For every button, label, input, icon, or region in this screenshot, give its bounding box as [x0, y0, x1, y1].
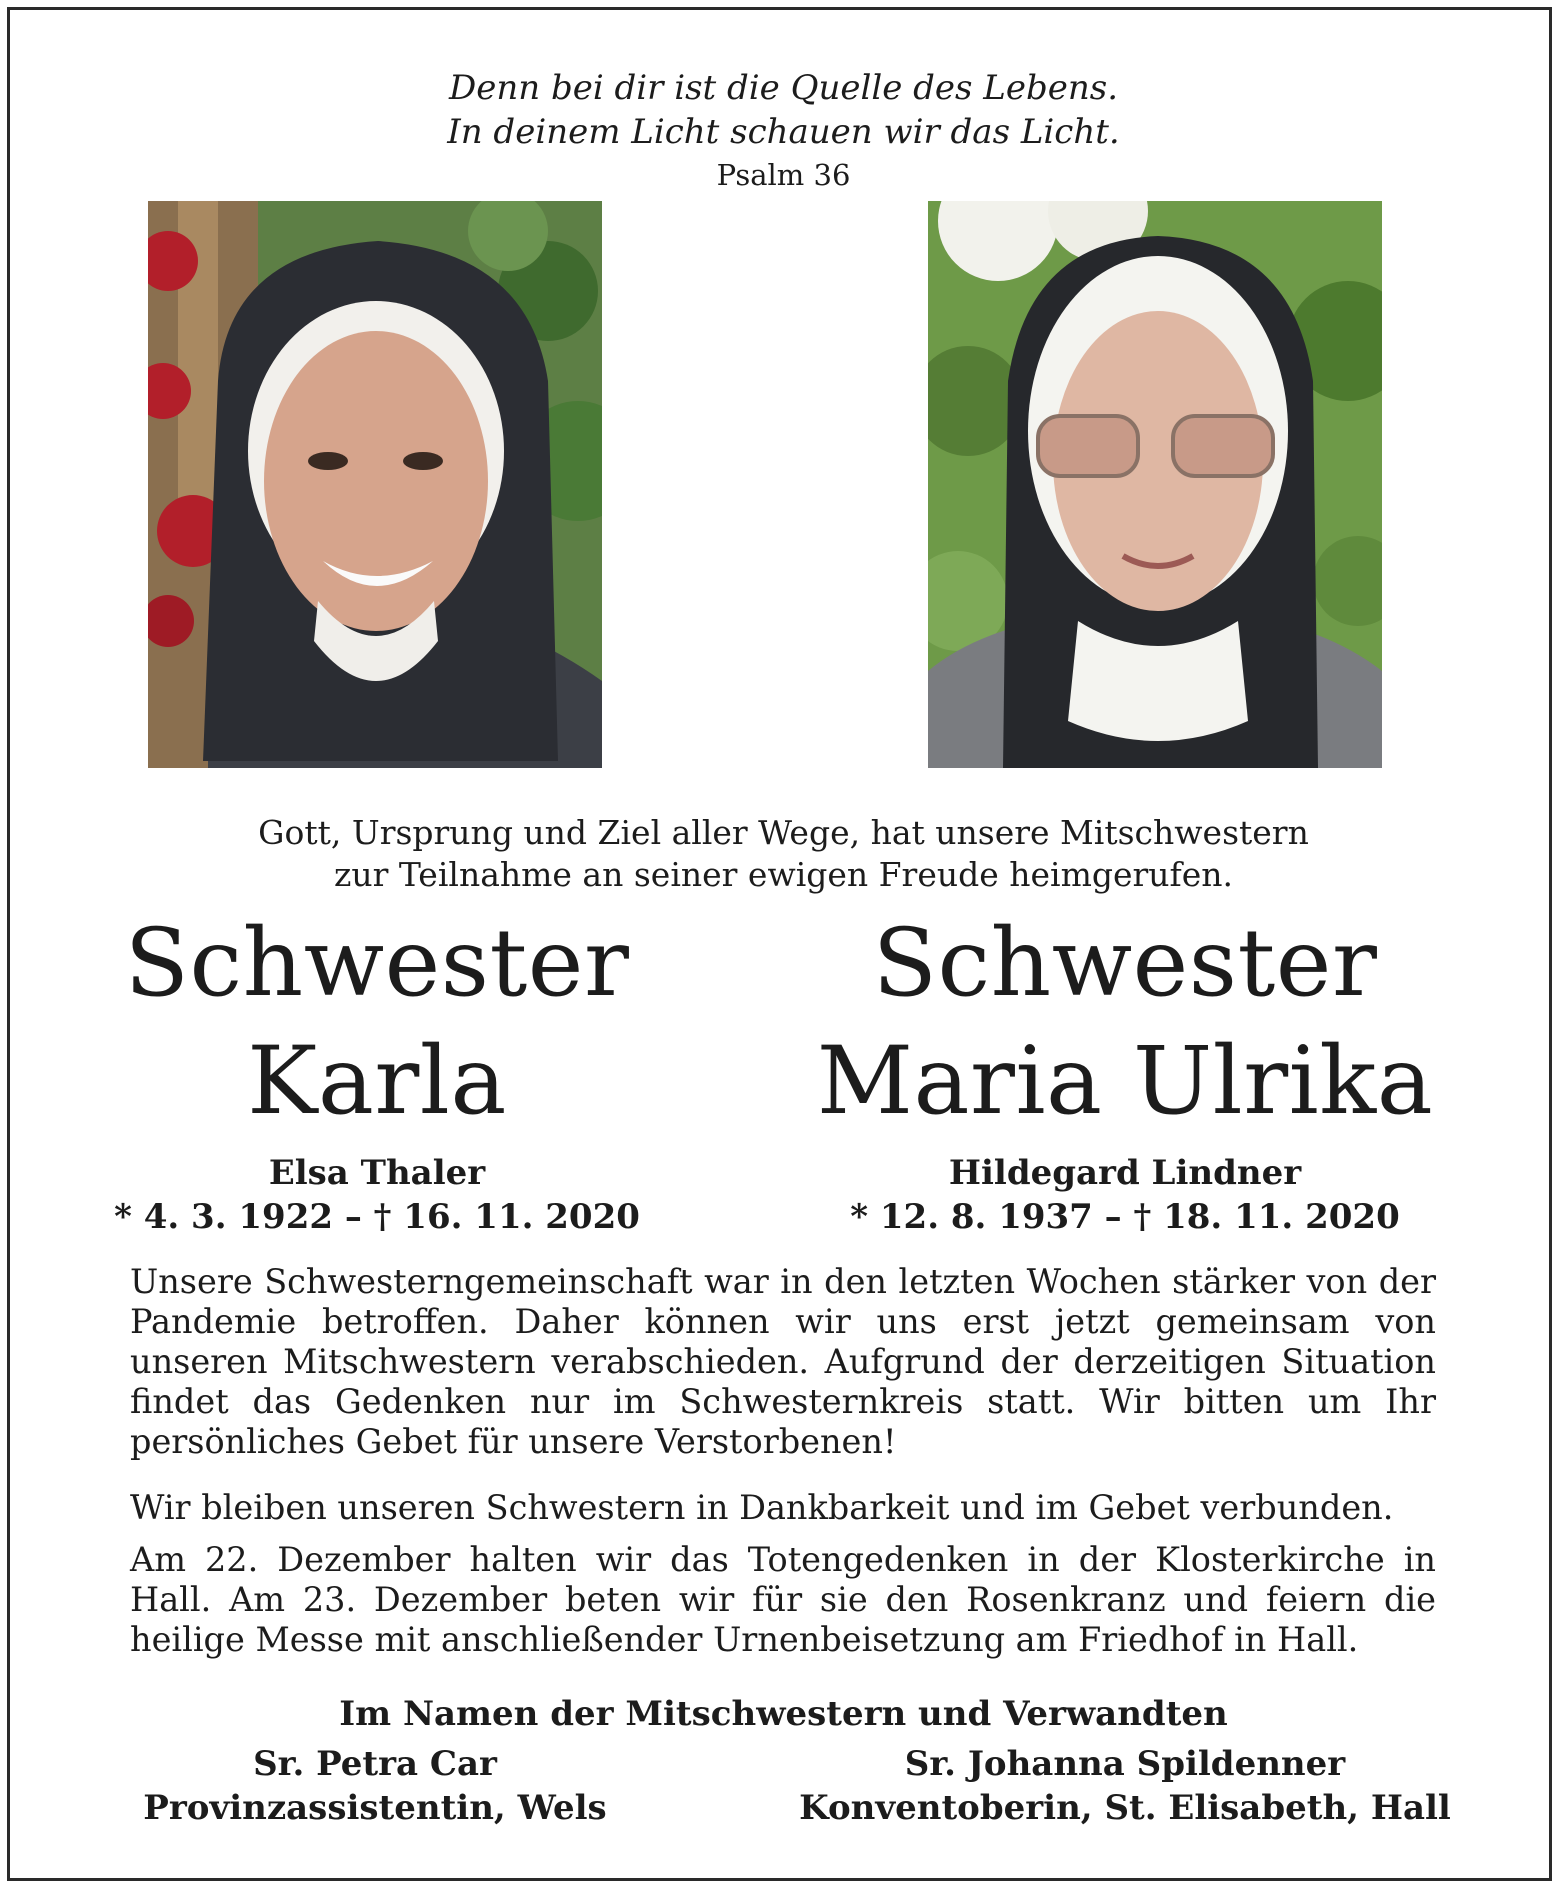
- intro-line-1: Gott, Ursprung und Ziel aller Wege, hat unsere Mitschwestern: [258, 813, 1309, 852]
- paragraph-text: Unsere Schwesterngemeinschaft war in den letzten Wochen stärker von der Pandemie betroffen. Daher können wir uns erst jetzt gemeinsam von unseren Mitschwestern verabschieden. Aufgrund der derzeitigen Situation findet das Gedenken nur im Schwesternkreis statt. Wir bitten um Ihr persönliches Gebet für unsere Verstorbenen!: [130, 1262, 1436, 1461]
- quote-line-2: In deinem Licht schauen wir das Licht.: [447, 112, 1120, 152]
- civil-name: Elsa Thaler: [268, 1153, 486, 1193]
- signer-role: Konventoberin, St. Elisabeth, Hall: [799, 1788, 1451, 1828]
- paragraph-text: Wir bleiben unseren Schwestern in Dankbarkeit und im Gebet verbunden.: [130, 1488, 1394, 1527]
- psalm-quote: [0, 66, 1567, 154]
- body-paragraph-1: [130, 1262, 1436, 1462]
- signer-role: Provinzassistentin, Wels: [143, 1788, 607, 1828]
- life-dates: * 12. 8. 1937 – † 18. 11. 2020: [850, 1197, 1400, 1237]
- signer-name: Sr. Johanna Spildenner: [904, 1744, 1346, 1784]
- life-dates: * 4. 3. 1922 – † 16. 11. 2020: [114, 1197, 640, 1237]
- body-paragraph-3: [130, 1540, 1436, 1660]
- signer-name: Sr. Petra Car: [253, 1744, 497, 1784]
- portrait-photo-maria-ulrika: [928, 201, 1382, 768]
- signature-left: [25, 1742, 725, 1830]
- paragraph-text: Am 22. Dezember halten wir das Totengedenken in der Klosterkirche in Hall. Am 23. Dezember beten wir für sie den Rosenkranz und feiern die heilige Messe mit anschließender Urnenbeisetzung am Friedhof in Hall.: [130, 1540, 1436, 1659]
- name-title: Schwester: [872, 909, 1378, 1018]
- signature-right: [775, 1742, 1475, 1830]
- quote-source: Psalm 36: [716, 158, 851, 192]
- intro-text: [0, 812, 1567, 896]
- religious-name: Maria Ulrika: [816, 1027, 1434, 1136]
- body-paragraph-2: [130, 1488, 1436, 1528]
- religious-name: Karla: [247, 1027, 507, 1136]
- name-title: Schwester: [124, 909, 630, 1018]
- signature-heading: Im Namen der Mitschwestern und Verwandten: [339, 1694, 1228, 1734]
- deceased-karla: [57, 905, 697, 1239]
- intro-line-2: zur Teilnahme an seiner ewigen Freude heimgerufen.: [333, 855, 1234, 894]
- deceased-maria-ulrika: [805, 905, 1445, 1239]
- portrait-photo-karla: [148, 201, 602, 768]
- civil-name: Hildegard Lindner: [948, 1153, 1302, 1193]
- quote-line-1: Denn bei dir ist die Quelle des Lebens.: [448, 68, 1119, 108]
